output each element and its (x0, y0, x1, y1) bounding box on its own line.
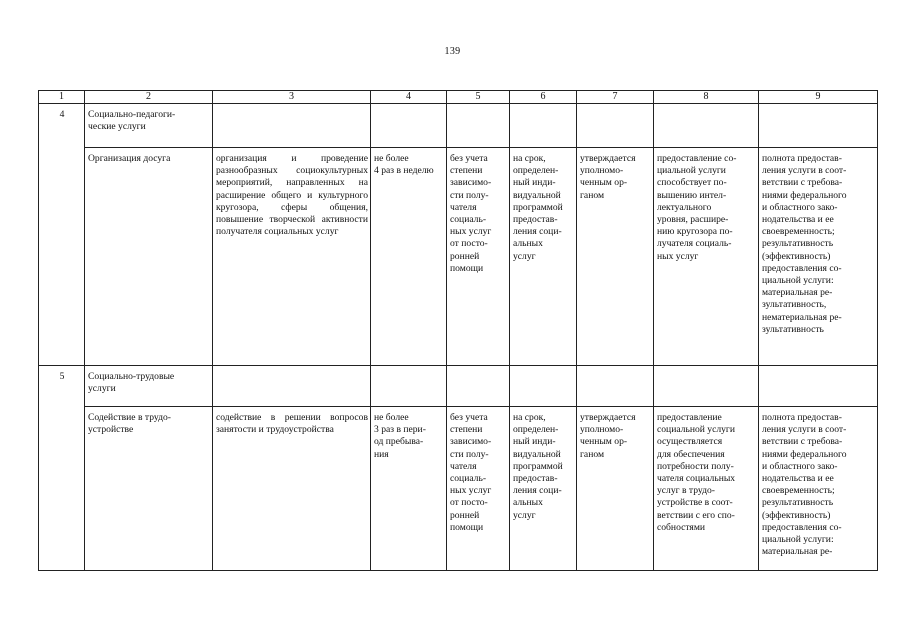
header-cell: 2 (85, 91, 213, 104)
service-description: содействие в решении вопросов занятости и трудоустройства (213, 407, 371, 571)
table-row (39, 407, 878, 571)
section-row (39, 366, 878, 407)
service-result: предоставление социальной услуги осуществляется для обеспечения потребности полу- чателя социальных услуг в трудо- устройстве в соот- ветствии с его спо- собностями (654, 407, 759, 571)
empty-cell (759, 104, 878, 148)
service-term: на срок, определен- ный инди- видуальной программой предостав- ления соци- альных услуг (510, 148, 577, 366)
service-frequency: не более 3 раз в пери- од пребыва- ния (371, 407, 447, 571)
empty-cell (577, 104, 654, 148)
empty-cell (447, 366, 510, 407)
service-frequency: не более 4 раз в неделю (371, 148, 447, 366)
service-term: на срок, определен- ный инди- видуальной программой предостав- ления соци- альных услуг (510, 407, 577, 571)
empty-cell (213, 104, 371, 148)
header-cell: 6 (510, 91, 577, 104)
table-row (39, 148, 878, 366)
service-quality: полнота предостав- ления услуги в соот- ветствии с требова- ниями федерального и областного зако- нодательства и ее своевременность; результативность (эффективность) предоставления со- циальной услуги: материальная ре- зультативность, нематериальная ре- зультативность (759, 148, 878, 366)
header-cell: 3 (213, 91, 371, 104)
empty-cell (577, 366, 654, 407)
service-name: Содействие в трудо- устройстве (85, 407, 213, 571)
service-tariff: без учета степени зависимо- сти полу- чателя социаль- ных услуг от посто- ронней помощи (447, 407, 510, 571)
empty-cell (447, 104, 510, 148)
service-tariff: без учета степени зависимо- сти полу- чателя социаль- ных услуг от посто- ронней помощи (447, 148, 510, 366)
empty-cell (213, 366, 371, 407)
header-cell: 7 (577, 91, 654, 104)
empty-cell (510, 366, 577, 407)
service-quality: полнота предостав- ления услуги в соот- ветствии с требова- ниями федерального и областного зако- нодательства и ее своевременность; результативность (эффективность) предоставления со- циальной услуги: материальная ре- (759, 407, 878, 571)
section-number: 5 (39, 366, 85, 571)
service-approval: утверждается уполномо- ченным ор- ганом (577, 407, 654, 571)
empty-cell (510, 104, 577, 148)
header-cell: 4 (371, 91, 447, 104)
section-title (85, 104, 213, 148)
service-approval: утверждается уполномо- ченным ор- ганом (577, 148, 654, 366)
section-number: 4 (39, 104, 85, 366)
empty-cell (654, 366, 759, 407)
services-table (38, 90, 878, 571)
header-cell: 8 (654, 91, 759, 104)
empty-cell (371, 366, 447, 407)
section-title-text: Социально-трудовые услуги (88, 371, 175, 395)
header-cell: 5 (447, 91, 510, 104)
page-number: 139 (444, 46, 461, 57)
service-description: организация и проведение разнообразных социокультурных мероприятий, направленных на расширение общего и культурного кругозора, сферы общения, повышение творческой активности получателя социальных услуг (213, 148, 371, 366)
section-title (85, 366, 213, 407)
empty-cell (759, 366, 878, 407)
service-name: Организация досуга (85, 148, 213, 366)
service-result: предоставление со- циальной услуги способствует по- вышению интел- лектуального уровня, расшире- нию кругозора по- лучателя социаль- ных услуг (654, 148, 759, 366)
section-title-text: Социально-педагоги- ческие услуги (88, 109, 176, 133)
empty-cell (654, 104, 759, 148)
empty-cell (371, 104, 447, 148)
header-cell: 9 (759, 91, 878, 104)
table-header-row (39, 91, 878, 104)
section-row (39, 104, 878, 148)
header-cell: 1 (39, 91, 85, 104)
